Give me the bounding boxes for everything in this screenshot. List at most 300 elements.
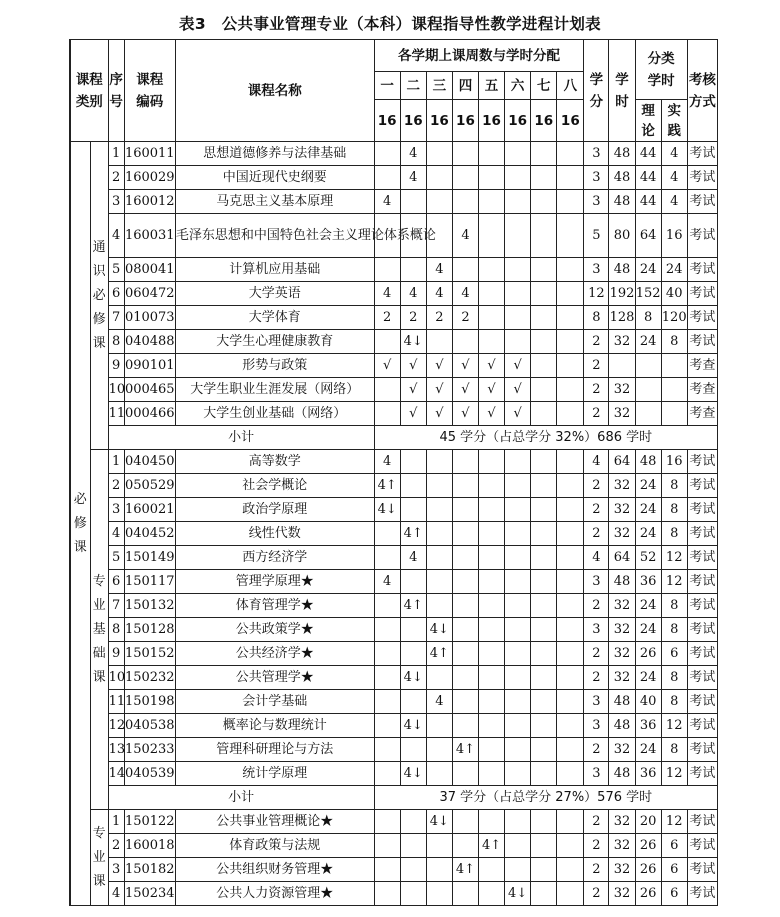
semester-1-cell: 4↓: [374, 498, 400, 522]
hours-cell: 32: [609, 834, 635, 858]
semester-6-cell: [505, 810, 531, 834]
semester-7-cell: [531, 594, 557, 618]
semester-7-cell: [531, 546, 557, 570]
theory-cell: [635, 378, 661, 402]
theory-cell: 24: [635, 474, 661, 498]
credits-cell: 2: [584, 522, 609, 546]
exam-method-cell: 考试: [687, 762, 717, 786]
course-row: [70, 690, 718, 714]
seq-cell: 8: [108, 330, 124, 354]
hours-cell: 80: [609, 214, 635, 258]
semester-1-cell: [374, 642, 400, 666]
semester-1-cell: [374, 166, 400, 190]
course-name-cell: 形势与政策: [175, 354, 374, 378]
practice-cell: 16: [661, 214, 687, 258]
semester-3-cell: 4↓: [426, 618, 452, 642]
credits-cell: 12: [584, 282, 609, 306]
semester-3-cell: [426, 858, 452, 882]
semester-4-cell: [452, 690, 478, 714]
practice-cell: 8: [661, 618, 687, 642]
course-name-cell: 公共事业管理概论★: [175, 810, 374, 834]
semester-4-cell: [452, 762, 478, 786]
course-row: [70, 214, 718, 258]
credits-cell: 2: [584, 330, 609, 354]
semester-8-cell: [557, 570, 584, 594]
exam-method-cell: 考试: [687, 498, 717, 522]
theory-cell: 52: [635, 546, 661, 570]
theory-cell: 44: [635, 190, 661, 214]
exam-method-cell: 考试: [687, 474, 717, 498]
group-category-label: 专业基础课: [92, 573, 106, 685]
header-hours-breakdown: 分类学时: [635, 40, 687, 100]
course-row: [70, 810, 718, 834]
semester-1-cell: 4: [374, 282, 400, 306]
semester-5-cell: [479, 618, 505, 642]
credits-cell: 2: [584, 642, 609, 666]
code-cell: 060472: [124, 282, 175, 306]
code-cell: 150149: [124, 546, 175, 570]
seq-cell: 9: [108, 642, 124, 666]
code-cell: 000465: [124, 378, 175, 402]
practice-cell: 8: [661, 666, 687, 690]
code-cell: 150117: [124, 570, 175, 594]
seq-cell: 2: [108, 834, 124, 858]
course-row: [70, 858, 718, 882]
header-course-name: 课程名称: [175, 40, 374, 142]
semester-4-cell: 2: [452, 306, 478, 330]
semester-4-cell: 4↑: [452, 858, 478, 882]
credits-cell: 3: [584, 142, 609, 166]
course-row: [70, 402, 718, 426]
semester-2-cell: [400, 450, 426, 474]
seq-cell: 8: [108, 618, 124, 642]
semester-1-cell: 4: [374, 570, 400, 594]
practice-cell: 40: [661, 282, 687, 306]
seq-cell: 6: [108, 282, 124, 306]
exam-method-cell: 考试: [687, 190, 717, 214]
semester-4-cell: [452, 498, 478, 522]
credits-cell: 3: [584, 690, 609, 714]
semester-8-cell: [557, 618, 584, 642]
theory-cell: 26: [635, 642, 661, 666]
semester-4-cell: [452, 882, 478, 906]
theory-cell: 44: [635, 142, 661, 166]
semester-7-cell: [531, 834, 557, 858]
semester-6: 六: [505, 72, 531, 100]
semester-6-cell: [505, 618, 531, 642]
code-cell: 080041: [124, 258, 175, 282]
theory-cell: 24: [635, 594, 661, 618]
semester-8-cell: [557, 142, 584, 166]
semester-2-cell: 4↓: [400, 330, 426, 354]
hours-cell: 32: [609, 810, 635, 834]
semester-6-cell: [505, 570, 531, 594]
semester-8-cell: [557, 354, 584, 378]
semester-6-cell: [505, 690, 531, 714]
practice-cell: 8: [661, 738, 687, 762]
code-cell: 000466: [124, 402, 175, 426]
semester-5-cell: [479, 714, 505, 738]
practice-cell: 12: [661, 570, 687, 594]
credits-cell: 5: [584, 214, 609, 258]
semester-3-cell: [426, 474, 452, 498]
course-row: [70, 642, 718, 666]
semester-4-cell: [452, 666, 478, 690]
seq-cell: 11: [108, 402, 124, 426]
semester-5-cell: [479, 522, 505, 546]
semester-2-cell: [400, 858, 426, 882]
semester-5-cell: [479, 166, 505, 190]
code-cell: 090101: [124, 354, 175, 378]
practice-cell: 12: [661, 546, 687, 570]
exam-method-cell: 考试: [687, 738, 717, 762]
course-name-cell: 毛泽东思想和中国特色社会主义理论体系概论: [175, 214, 374, 258]
seq-cell: 1: [108, 450, 124, 474]
seq-cell: 12: [108, 714, 124, 738]
course-row: [70, 738, 718, 762]
course-name-cell: 公共人力资源管理★: [175, 882, 374, 906]
semester-3-cell: [426, 594, 452, 618]
subtotal-row: [70, 426, 718, 450]
semester-2-cell: [400, 258, 426, 282]
semester-3-cell: [426, 738, 452, 762]
semester-7-cell: [531, 882, 557, 906]
exam-method-cell: 考试: [687, 258, 717, 282]
hours-cell: 48: [609, 166, 635, 190]
hours-cell: 128: [609, 306, 635, 330]
code-cell: 150182: [124, 858, 175, 882]
hours-cell: [609, 354, 635, 378]
semester-2: 二: [400, 72, 426, 100]
course-row: [70, 762, 718, 786]
semester-7-cell: [531, 522, 557, 546]
practice-cell: 8: [661, 474, 687, 498]
credits-cell: 3: [584, 258, 609, 282]
semester-8-cell: [557, 810, 584, 834]
semester-1: 一: [374, 72, 400, 100]
semester-8-cell: [557, 258, 584, 282]
semester-7-cell: [531, 190, 557, 214]
credits-cell: 8: [584, 306, 609, 330]
course-row: [70, 190, 718, 214]
credits-cell: 2: [584, 666, 609, 690]
hours-cell: 48: [609, 762, 635, 786]
semester-8-cell: [557, 834, 584, 858]
semester-5-cell: √: [479, 378, 505, 402]
credits-cell: 3: [584, 618, 609, 642]
seq-cell: 3: [108, 498, 124, 522]
theory-cell: 24: [635, 330, 661, 354]
semester-3-cell: [426, 330, 452, 354]
code-cell: 150128: [124, 618, 175, 642]
code-cell: 050529: [124, 474, 175, 498]
course-name-cell: 大学生创业基础（网络）: [175, 402, 374, 426]
header-exam-method: 考核方式: [687, 40, 717, 142]
semester-8-cell: [557, 330, 584, 354]
semester-7-cell: [531, 166, 557, 190]
theory-cell: 26: [635, 834, 661, 858]
semester-3: 三: [426, 72, 452, 100]
practice-cell: 8: [661, 690, 687, 714]
code-cell: 040539: [124, 762, 175, 786]
semester-7-cell: [531, 402, 557, 426]
semester-4-cell: [452, 810, 478, 834]
practice-cell: [661, 354, 687, 378]
course-name-cell: 统计学原理: [175, 762, 374, 786]
hours-cell: 32: [609, 522, 635, 546]
semester-2-cell: [400, 690, 426, 714]
course-row: [70, 834, 718, 858]
hours-cell: 32: [609, 474, 635, 498]
credits-cell: 2: [584, 594, 609, 618]
seq-cell: 2: [108, 166, 124, 190]
semester-6-cell: [505, 738, 531, 762]
semester-5-cell: √: [479, 354, 505, 378]
semester-5-cell: √: [479, 402, 505, 426]
seq-cell: 1: [108, 810, 124, 834]
semester-1-cell: [374, 546, 400, 570]
semester-3-cell: 4: [426, 690, 452, 714]
semester-5-cell: [479, 282, 505, 306]
theory-cell: 24: [635, 738, 661, 762]
course-name-cell: 大学体育: [175, 306, 374, 330]
code-cell: 160029: [124, 166, 175, 190]
semester-1-cell: 2: [374, 306, 400, 330]
seq-cell: 5: [108, 258, 124, 282]
semester-7-cell: [531, 666, 557, 690]
semester-1-cell: [374, 618, 400, 642]
semester-6-cell: [505, 190, 531, 214]
group-category-label: 专业课: [92, 825, 106, 889]
group-category-cell: [90, 450, 108, 810]
code-cell: 160021: [124, 498, 175, 522]
credits-cell: 2: [584, 402, 609, 426]
hours-cell: 32: [609, 402, 635, 426]
course-name-cell: 体育管理学★: [175, 594, 374, 618]
semester-6-cell: [505, 474, 531, 498]
semester-5-cell: [479, 594, 505, 618]
semester-6-cell: [505, 330, 531, 354]
course-name-cell: 思想道德修养与法律基础: [175, 142, 374, 166]
semester-7-cell: [531, 450, 557, 474]
course-name-cell: 公共组织财务管理★: [175, 858, 374, 882]
semester-6-cell: [505, 142, 531, 166]
credits-cell: 2: [584, 354, 609, 378]
course-row: [70, 522, 718, 546]
semester-6-cell: [505, 306, 531, 330]
practice-cell: 12: [661, 714, 687, 738]
semester-5-cell: [479, 330, 505, 354]
practice-cell: 12: [661, 762, 687, 786]
semester-8-cell: [557, 714, 584, 738]
weeks-5: 16: [479, 100, 505, 142]
exam-method-cell: 考查: [687, 354, 717, 378]
semester-7-cell: [531, 378, 557, 402]
semester-2-cell: [400, 642, 426, 666]
credits-cell: 2: [584, 474, 609, 498]
semester-2-cell: 4↓: [400, 666, 426, 690]
credits-cell: 3: [584, 714, 609, 738]
practice-cell: [661, 402, 687, 426]
credits-cell: 3: [584, 166, 609, 190]
course-name-cell: 马克思主义基本原理: [175, 190, 374, 214]
semester-3-cell: [426, 450, 452, 474]
semester-4-cell: [452, 594, 478, 618]
semester-6-cell: [505, 522, 531, 546]
semester-1-cell: [374, 762, 400, 786]
semester-1-cell: [374, 714, 400, 738]
semester-5-cell: [479, 690, 505, 714]
hours-cell: 32: [609, 738, 635, 762]
semester-2-cell: 4↓: [400, 762, 426, 786]
semester-6-cell: √: [505, 378, 531, 402]
exam-method-cell: 考试: [687, 618, 717, 642]
subtotal-label: 小计: [108, 426, 374, 450]
exam-method-cell: 考试: [687, 714, 717, 738]
course-row: [70, 282, 718, 306]
practice-cell: 4: [661, 190, 687, 214]
semester-3-cell: [426, 570, 452, 594]
practice-cell: 12: [661, 810, 687, 834]
semester-6-cell: [505, 834, 531, 858]
credits-cell: 4: [584, 546, 609, 570]
theory-cell: 24: [635, 666, 661, 690]
exam-method-cell: 考试: [687, 570, 717, 594]
semester-3-cell: [426, 834, 452, 858]
semester-6-cell: [505, 214, 531, 258]
semester-6-cell: [505, 666, 531, 690]
practice-cell: 6: [661, 642, 687, 666]
semester-7-cell: [531, 258, 557, 282]
course-row: [70, 354, 718, 378]
course-name-cell: 计算机应用基础: [175, 258, 374, 282]
course-row: [70, 378, 718, 402]
seq-cell: 3: [108, 858, 124, 882]
semester-4-cell: [452, 522, 478, 546]
semester-8-cell: [557, 450, 584, 474]
seq-cell: 14: [108, 762, 124, 786]
theory-cell: 64: [635, 214, 661, 258]
course-name-cell: 社会学概论: [175, 474, 374, 498]
semester-7-cell: [531, 306, 557, 330]
code-cell: 160031: [124, 214, 175, 258]
code-cell: 150132: [124, 594, 175, 618]
course-row: [70, 714, 718, 738]
course-name-cell: 线性代数: [175, 522, 374, 546]
credits-cell: 2: [584, 738, 609, 762]
exam-method-cell: 考试: [687, 450, 717, 474]
semester-3-cell: [426, 190, 452, 214]
theory-cell: 20: [635, 810, 661, 834]
semester-2-cell: 4↑: [400, 594, 426, 618]
semester-5-cell: [479, 258, 505, 282]
code-cell: 040452: [124, 522, 175, 546]
semester-1-cell: [374, 522, 400, 546]
semester-7: 七: [531, 72, 557, 100]
course-name-cell: 政治学原理: [175, 498, 374, 522]
theory-cell: 44: [635, 166, 661, 190]
semester-8-cell: [557, 214, 584, 258]
course-name-cell: 公共经济学★: [175, 642, 374, 666]
semester-3-cell: [426, 546, 452, 570]
semester-3-cell: [426, 666, 452, 690]
practice-cell: 6: [661, 858, 687, 882]
semester-8-cell: [557, 378, 584, 402]
semester-5-cell: [479, 190, 505, 214]
course-name-cell: 高等数学: [175, 450, 374, 474]
credits-cell: 2: [584, 810, 609, 834]
semester-4-cell: [452, 142, 478, 166]
group-category-cell: [90, 810, 108, 906]
semester-8-cell: [557, 858, 584, 882]
semester-6-cell: [505, 498, 531, 522]
course-row: [70, 258, 718, 282]
weeks-2: 16: [400, 100, 426, 142]
semester-2-cell: [400, 498, 426, 522]
semester-1-cell: [374, 402, 400, 426]
semester-3-cell: √: [426, 354, 452, 378]
semester-8-cell: [557, 642, 584, 666]
semester-5-cell: [479, 666, 505, 690]
semester-2-cell: 2: [400, 306, 426, 330]
semester-1-cell: [374, 666, 400, 690]
semester-2-cell: [400, 738, 426, 762]
semester-6-cell: [505, 282, 531, 306]
semester-5-cell: [479, 642, 505, 666]
course-name-cell: 会计学基础: [175, 690, 374, 714]
top-category-cell: [70, 142, 90, 906]
semester-1-cell: [374, 738, 400, 762]
semester-3-cell: [426, 882, 452, 906]
credits-cell: 2: [584, 378, 609, 402]
semester-7-cell: [531, 762, 557, 786]
semester-2-cell: [400, 190, 426, 214]
course-name-cell: 中国近现代史纲要: [175, 166, 374, 190]
semester-4-cell: [452, 834, 478, 858]
semester-2-cell: √: [400, 378, 426, 402]
semester-4-cell: [452, 166, 478, 190]
theory-cell: 152: [635, 282, 661, 306]
exam-method-cell: 考试: [687, 834, 717, 858]
semester-6-cell: [505, 714, 531, 738]
exam-method-cell: 考试: [687, 882, 717, 906]
course-row: [70, 882, 718, 906]
semester-3-cell: √: [426, 402, 452, 426]
code-cell: 010073: [124, 306, 175, 330]
exam-method-cell: 考试: [687, 282, 717, 306]
semester-5-cell: [479, 858, 505, 882]
semester-3-cell: 4↑: [426, 642, 452, 666]
practice-cell: 16: [661, 450, 687, 474]
credits-cell: 4: [584, 450, 609, 474]
semester-1-cell: √: [374, 354, 400, 378]
seq-cell: 3: [108, 190, 124, 214]
exam-method-cell: 考试: [687, 810, 717, 834]
semester-8-cell: [557, 738, 584, 762]
course-row: [70, 498, 718, 522]
credits-cell: 3: [584, 190, 609, 214]
table-header: [70, 40, 718, 142]
theory-cell: 36: [635, 714, 661, 738]
practice-cell: 6: [661, 882, 687, 906]
semester-4-cell: [452, 618, 478, 642]
practice-cell: 8: [661, 522, 687, 546]
header-practice: 实践: [661, 100, 687, 142]
course-name-cell: 管理科研理论与方法: [175, 738, 374, 762]
practice-cell: 8: [661, 594, 687, 618]
exam-method-cell: 考试: [687, 522, 717, 546]
semester-4-cell: [452, 474, 478, 498]
